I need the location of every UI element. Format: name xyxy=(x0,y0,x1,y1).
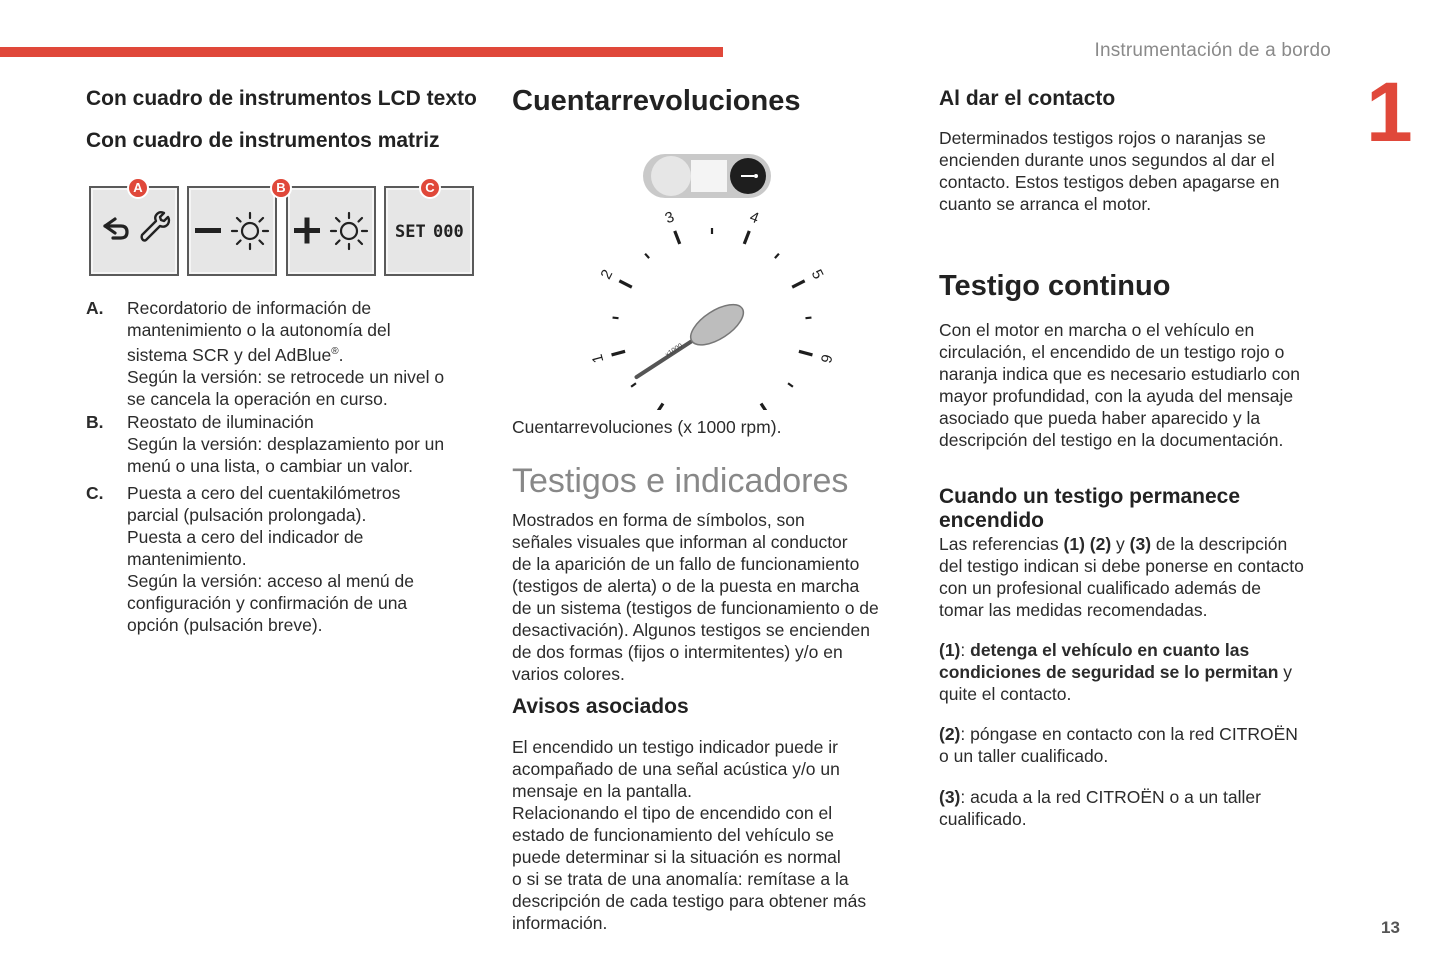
button-b-minus xyxy=(187,186,277,276)
text-line: cualificado. xyxy=(939,809,1027,829)
note-2 xyxy=(939,723,1339,767)
text-line: circulación, el encendido de un testigo rojo o xyxy=(939,342,1285,362)
text-line: Recordatorio de información de xyxy=(127,298,372,318)
text-span: y xyxy=(1111,534,1130,554)
text-span: : acuda a la red CITROËN o a un taller xyxy=(960,787,1261,807)
text-line xyxy=(939,533,1339,555)
button-a xyxy=(89,186,179,276)
gauge-minor-tick xyxy=(775,254,779,258)
set-value: 000 xyxy=(433,222,464,242)
reference-2: (2) xyxy=(939,724,961,744)
text-line: con un profesional cualificado además de xyxy=(939,578,1262,598)
gauge-label-1: 1 xyxy=(588,352,608,365)
badge-b: B xyxy=(270,177,292,199)
text-span: condiciones de seguridad se lo permitan xyxy=(939,662,1279,682)
tachometer-gauge xyxy=(572,200,852,410)
set-label: SET xyxy=(395,222,426,242)
text-line: (testigos de alerta) o de la puesta en marcha xyxy=(512,576,860,596)
text-line: Mostrados en forma de símbolos, son xyxy=(512,510,805,530)
minus-icon xyxy=(195,228,221,233)
gauge-major-tick xyxy=(792,281,804,287)
gauge-major-tick xyxy=(655,403,663,410)
text-line: Según la versión: se retrocede un nivel o xyxy=(127,366,445,387)
gauge-major-tick xyxy=(761,403,769,410)
list-letter: C. xyxy=(86,483,104,503)
text-line: parcial (pulsación prolongada). xyxy=(127,505,367,525)
warning-lights-paragraph xyxy=(512,509,912,685)
list-text xyxy=(127,411,477,477)
gauge-major-tick xyxy=(675,231,680,244)
text-line: asociado que pueda haber aparecido y la xyxy=(939,408,1261,428)
gauge-major-tick xyxy=(619,281,631,287)
gauge-label-3: 3 xyxy=(662,208,677,228)
text-line: se cancela la operación en curso. xyxy=(127,388,388,409)
text-line: de un sistema (testigos de funcionamiento o de xyxy=(512,598,879,618)
text-line: Relacionando el tipo de encendido con el xyxy=(512,803,833,823)
heading-ignition: Al dar el contacto xyxy=(939,87,1116,110)
text-line: Con el motor en marcha o el vehículo en xyxy=(939,320,1255,340)
text-line: mayor profundidad, con la ayuda del mensaje xyxy=(939,386,1294,406)
text-line: información. xyxy=(512,913,608,933)
heading-warning-lights: Testigos e indicadores xyxy=(512,462,849,500)
text-line: El encendido un testigo indicador puede ir xyxy=(512,737,838,757)
text-line: opción (pulsación breve). xyxy=(127,615,323,635)
text-line xyxy=(127,341,477,366)
text-line: encienden durante unos segundos al dar el xyxy=(939,150,1275,170)
instrument-cluster-icon xyxy=(640,146,775,206)
text-line: configuración y confirmación de una xyxy=(127,593,408,613)
reference-3: (3) xyxy=(1129,534,1152,554)
text-span: : póngase en contacto con la red CITROËN xyxy=(960,724,1298,744)
text-line: descripción del testigo en la documentación. xyxy=(939,430,1284,450)
heading-line: encendido xyxy=(939,509,1045,532)
gauge-minor-tick xyxy=(788,383,793,387)
text-line: contacto. Estos testigos deben apagarse en xyxy=(939,172,1280,192)
wrench-icon xyxy=(142,212,169,240)
list-text xyxy=(127,482,477,636)
heading-tachometer: Cuentarrevoluciones xyxy=(512,85,801,117)
gauge-major-tick xyxy=(612,351,626,355)
text-line: señales visuales que informan al conductor xyxy=(512,532,848,552)
text-span: de la descripción xyxy=(1151,534,1288,554)
associated-warnings-paragraph xyxy=(512,736,912,934)
text-line: estado de funcionamiento del vehículo se xyxy=(512,825,835,845)
text-span: sistema SCR y del AdBlue xyxy=(127,344,332,365)
list-letter: A. xyxy=(86,298,104,318)
text-span: : xyxy=(960,640,971,660)
back-arrow-icon xyxy=(105,219,127,238)
sun-icon xyxy=(331,213,367,249)
text-line: o un taller cualificado. xyxy=(939,746,1109,766)
gauge-needle-text: x1000 xyxy=(664,342,685,359)
heading-lcd-text: Con cuadro de instrumentos LCD texto xyxy=(86,87,477,110)
tachometer-caption: Cuentarrevoluciones (x 1000 rpm). xyxy=(512,417,782,437)
text-line: menú o una lista, o cambiar un valor. xyxy=(127,456,413,476)
gauge-minor-tick xyxy=(645,254,649,258)
text-line: mantenimiento o la autonomía del xyxy=(127,320,391,340)
note-1 xyxy=(939,639,1339,705)
text-line: o si se trata de una anomalía: remítase a la xyxy=(512,869,849,889)
reference-1: (1) xyxy=(1063,534,1085,554)
text-line: tomar las medidas recomendadas. xyxy=(939,600,1208,620)
light-remains-on-paragraph xyxy=(939,533,1339,621)
reference-2: (2) xyxy=(1089,534,1112,554)
text-line xyxy=(939,786,1339,808)
reference-1: (1) xyxy=(939,640,961,660)
heading-matrix: Con cuadro de instrumentos matriz xyxy=(86,129,440,152)
text-line xyxy=(939,723,1339,745)
reference-3: (3) xyxy=(939,787,961,807)
header-accent-bar xyxy=(0,47,723,57)
plus-icon xyxy=(294,218,320,244)
text-span: y xyxy=(1278,662,1293,682)
gauge-major-tick xyxy=(744,231,749,244)
heading-continuous-light: Testigo continuo xyxy=(939,270,1171,302)
heading-light-remains-on xyxy=(939,485,1339,533)
continuous-light-paragraph xyxy=(939,319,1339,451)
text-line: varios colores. xyxy=(512,664,625,684)
gauge-minor-tick xyxy=(613,318,619,319)
text-line xyxy=(939,661,1339,683)
text-span: Las referencias xyxy=(939,534,1064,554)
text-line: Según la versión: acceso al menú de xyxy=(127,571,414,591)
gauge-minor-tick xyxy=(631,383,636,387)
heading-associated-warnings: Avisos asociados xyxy=(512,695,689,718)
registered-mark: ® xyxy=(331,346,339,357)
chapter-number: 1 xyxy=(1366,65,1413,159)
button-b-minus-icons xyxy=(189,188,275,274)
list-letter: B. xyxy=(86,412,104,432)
sun-icon xyxy=(232,213,268,249)
text-line: de dos formas (fijos o intermitentes) y/o en xyxy=(512,642,843,662)
text-line: Puesta a cero del cuentakilómetros xyxy=(127,483,401,503)
badge-c: C xyxy=(419,177,441,199)
gauge-label-6: 6 xyxy=(816,352,836,365)
text-line: Según la versión: desplazamiento por un xyxy=(127,434,445,454)
gauge-label-4: 4 xyxy=(747,208,762,228)
button-c xyxy=(384,186,474,276)
text-line xyxy=(939,639,1339,661)
list-text xyxy=(127,297,477,410)
gauge-minor-tick xyxy=(805,318,811,319)
text-span: . xyxy=(338,344,344,365)
text-line: quite el contacto. xyxy=(939,684,1072,704)
text-line: Puesta a cero del indicador de xyxy=(127,527,364,547)
text-line: de la aparición de un fallo de funcionamiento xyxy=(512,554,860,574)
text-line: del testigo indican si debe ponerse en contacto xyxy=(939,556,1304,576)
gauge-major-tick xyxy=(799,351,813,355)
text-line: desactivación). Algunos testigos se encienden xyxy=(512,620,871,640)
button-b-plus-icons xyxy=(288,188,374,274)
button-a-icons xyxy=(91,188,177,274)
text-line: Reostato de iluminación xyxy=(127,412,314,432)
note-3 xyxy=(939,786,1339,830)
badge-a: A xyxy=(127,177,149,199)
text-line: puede determinar si la situación es normal xyxy=(512,847,841,867)
text-line: acompañado de una señal acústica y/o un xyxy=(512,759,840,779)
text-line: mantenimiento. xyxy=(127,549,247,569)
gauge-needle xyxy=(637,297,750,377)
text-line: cuanto se arranca el motor. xyxy=(939,194,1152,214)
text-line: descripción de cada testigo para obtener más xyxy=(512,891,867,911)
running-header: Instrumentación de a bordo xyxy=(1094,40,1331,61)
button-b-plus xyxy=(286,186,376,276)
ignition-paragraph xyxy=(939,127,1339,215)
text-span: detenga el vehículo en cuanto las xyxy=(970,640,1250,660)
gauge-label-5: 5 xyxy=(807,266,827,283)
heading-line: Cuando un testigo permanece xyxy=(939,485,1241,508)
text-line: mensaje en la pantalla. xyxy=(512,781,692,801)
page-number: 13 xyxy=(1381,918,1400,937)
text-line: Determinados testigos rojos o naranjas se xyxy=(939,128,1266,148)
gauge-label-2: 2 xyxy=(597,266,617,283)
text-line: naranja indica que es necesario estudiarlo con xyxy=(939,364,1300,384)
